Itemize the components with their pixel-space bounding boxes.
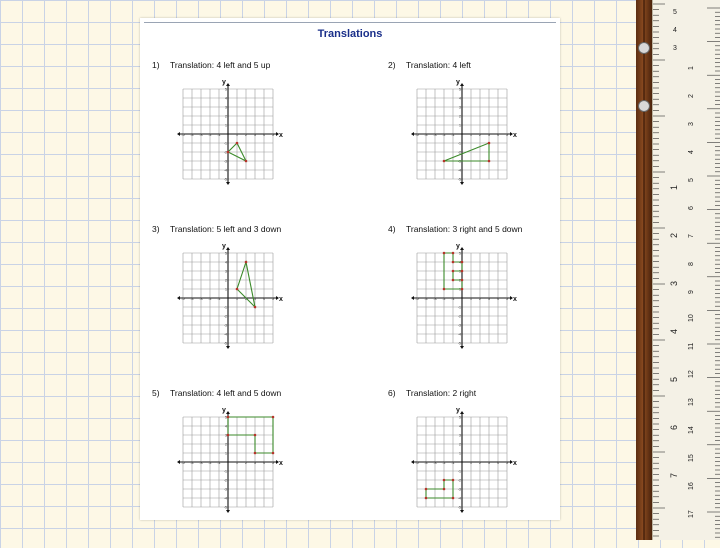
- x-tick-label: 5: [272, 133, 274, 137]
- vertex-point: [425, 497, 428, 500]
- x-tick-label: -4: [190, 297, 194, 301]
- vertex-point: [443, 252, 446, 255]
- y-tick-label: 5: [459, 251, 461, 256]
- problem-text: Translation: 3 right and 5 down: [406, 224, 523, 234]
- x-tick-label: 4: [263, 297, 265, 301]
- wooden-frame: [636, 0, 652, 540]
- vertex-point: [443, 488, 446, 491]
- x-arrow-icon: [177, 296, 180, 300]
- x-tick-label: 5: [506, 297, 508, 301]
- y-tick-label: 2: [225, 114, 227, 119]
- problem-2: [388, 60, 578, 220]
- vertex-point: [245, 261, 248, 264]
- y-tick-label: -1: [223, 469, 227, 474]
- problem-1: [152, 60, 342, 220]
- y-axis-label: y: [222, 79, 226, 86]
- y-tick-label: -3: [457, 323, 461, 328]
- y-tick-label: 3: [225, 433, 227, 438]
- y-tick-label: 2: [459, 442, 461, 447]
- y-arrow-icon: [460, 247, 464, 250]
- ruler-number: 12: [688, 370, 695, 378]
- ruler-number: 5: [669, 376, 679, 382]
- problem-number: 5): [152, 388, 160, 398]
- ruler-number: 11: [688, 342, 695, 350]
- coordinate-grid: [170, 78, 290, 198]
- x-tick-label: 2: [479, 461, 481, 465]
- ruler-markings: [653, 0, 720, 540]
- y-tick-label: -5: [223, 177, 227, 182]
- y-tick-label: 3: [459, 433, 461, 438]
- x-tick-label: -5: [181, 461, 185, 465]
- coordinate-grid: [404, 242, 524, 362]
- y-arrow-icon: [460, 411, 464, 414]
- vertex-point: [272, 452, 275, 455]
- x-tick-label: 3: [254, 461, 256, 465]
- vertex-point: [461, 279, 464, 282]
- y-tick-label: -3: [457, 159, 461, 164]
- y-axis-label: y: [456, 243, 460, 250]
- y-tick-label: -4: [223, 168, 227, 173]
- y-tick-label: 2: [459, 114, 461, 119]
- y-tick-label: 1: [225, 287, 227, 292]
- ruler-number: 7: [669, 472, 679, 478]
- ruler-face: [652, 0, 720, 540]
- x-tick-label: 3: [488, 461, 490, 465]
- x-tick-label: -4: [190, 461, 194, 465]
- ruler-number: 6: [688, 206, 695, 210]
- ruler-number: 2: [688, 94, 695, 98]
- x-tick-label: 3: [254, 297, 256, 301]
- x-tick-label: 1: [236, 297, 238, 301]
- y-tick-label: 2: [225, 442, 227, 447]
- x-tick-label: 5: [506, 461, 508, 465]
- y-tick-label: 4: [225, 96, 227, 101]
- y-tick-label: -2: [223, 150, 227, 155]
- x-tick-label: 4: [497, 133, 499, 137]
- vertex-point: [227, 434, 230, 437]
- problem-label: [388, 60, 471, 70]
- y-axis-label: y: [456, 79, 460, 86]
- y-tick-label: 5: [459, 87, 461, 92]
- x-tick-label: 5: [272, 461, 274, 465]
- ruler-number: 16: [688, 482, 695, 490]
- y-tick-label: -5: [223, 341, 227, 346]
- vertex-point: [461, 288, 464, 291]
- y-tick-label: -1: [457, 305, 461, 310]
- y-arrow-icon: [226, 83, 230, 86]
- worksheet-title: Translations: [317, 28, 383, 40]
- problem-number: 3): [152, 224, 160, 234]
- ruler-number: 15: [688, 454, 695, 462]
- x-tick-label: 1: [470, 461, 472, 465]
- y-tick-label: 3: [459, 105, 461, 110]
- vertex-point: [254, 434, 257, 437]
- x-tick-label: 3: [488, 297, 490, 301]
- x-tick-label: -3: [433, 461, 437, 465]
- y-tick-label: 5: [225, 415, 227, 420]
- problem-text: Translation: 4 left and 5 down: [170, 388, 282, 398]
- ruler-number: 4: [669, 328, 679, 334]
- problem-number: 6): [388, 388, 396, 398]
- problem-text: Translation: 5 left and 3 down: [170, 224, 282, 234]
- ruler-number: 1: [669, 184, 679, 190]
- vertex-point: [461, 261, 464, 264]
- y-tick-label: 2: [225, 278, 227, 283]
- vertex-point: [452, 261, 455, 264]
- y-tick-label: -1: [457, 141, 461, 146]
- x-tick-label: -2: [208, 297, 212, 301]
- y-axis-label: y: [456, 407, 460, 414]
- x-tick-label: -1: [217, 461, 221, 465]
- problem-label: [152, 388, 281, 398]
- x-tick-label: -3: [199, 133, 203, 137]
- ruler-number: 3: [669, 280, 679, 286]
- y-tick-label: 4: [459, 424, 461, 429]
- vertex-point: [488, 160, 491, 163]
- problem-5: [152, 388, 342, 548]
- y-tick-label: -5: [457, 341, 461, 346]
- top-rule: [144, 22, 556, 23]
- x-tick-label: -5: [415, 297, 419, 301]
- y-arrow-icon: [460, 346, 464, 349]
- x-tick-label: 1: [470, 133, 472, 137]
- x-tick-label: 2: [245, 297, 247, 301]
- vertex-point: [452, 270, 455, 273]
- x-tick-label: -1: [451, 297, 455, 301]
- vertex-point: [425, 488, 428, 491]
- ruler: [636, 0, 720, 540]
- y-arrow-icon: [226, 182, 230, 185]
- vertex-point: [245, 160, 248, 163]
- x-tick-label: -1: [451, 133, 455, 137]
- x-arrow-icon: [177, 460, 180, 464]
- x-axis-label: x: [279, 132, 283, 139]
- vertex-point: [227, 416, 230, 419]
- problem-label: [152, 224, 281, 234]
- x-tick-label: 2: [479, 297, 481, 301]
- problem-label: [388, 388, 476, 398]
- problem-text: Translation: 2 right: [406, 388, 477, 398]
- y-arrow-icon: [460, 83, 464, 86]
- x-tick-label: 5: [272, 297, 274, 301]
- ruler-number: 10: [688, 314, 695, 322]
- worksheet-page: [140, 18, 560, 520]
- ruler-number: 4: [688, 150, 695, 154]
- x-tick-label: -5: [415, 461, 419, 465]
- x-tick-label: -5: [181, 133, 185, 137]
- y-tick-label: 1: [459, 287, 461, 292]
- y-arrow-icon: [226, 411, 230, 414]
- ruler-number: 17: [688, 510, 695, 518]
- y-tick-label: 5: [459, 415, 461, 420]
- screw-icon: [638, 100, 650, 112]
- y-tick-label: 1: [225, 123, 227, 128]
- y-tick-label: 3: [459, 269, 461, 274]
- y-tick-label: 1: [459, 451, 461, 456]
- y-arrow-icon: [226, 346, 230, 349]
- y-tick-label: -2: [457, 150, 461, 155]
- x-tick-label: -4: [190, 133, 194, 137]
- y-tick-label: -1: [223, 305, 227, 310]
- vertex-point: [236, 142, 239, 145]
- y-tick-label: 2: [459, 278, 461, 283]
- coordinate-grid: [404, 78, 524, 198]
- ruler-number: 5: [673, 9, 677, 16]
- vertex-point: [254, 306, 257, 309]
- y-tick-label: -2: [223, 314, 227, 319]
- vertex-point: [227, 151, 230, 154]
- x-tick-label: 4: [263, 133, 265, 137]
- y-tick-label: 5: [225, 251, 227, 256]
- y-axis-label: y: [222, 407, 226, 414]
- x-tick-label: 1: [470, 297, 472, 301]
- ruler-number: 3: [673, 45, 677, 52]
- y-tick-label: -4: [457, 168, 461, 173]
- y-arrow-icon: [460, 182, 464, 185]
- ruler-number: 8: [688, 262, 695, 266]
- vertex-point: [443, 288, 446, 291]
- x-axis-label: x: [279, 296, 283, 303]
- y-tick-label: 5: [225, 87, 227, 92]
- vertex-point: [461, 270, 464, 273]
- problem-label: [152, 60, 270, 70]
- y-tick-label: 1: [459, 123, 461, 128]
- problem-3: [152, 224, 342, 384]
- y-tick-label: -2: [457, 478, 461, 483]
- vertex-point: [272, 416, 275, 419]
- x-tick-label: -4: [424, 133, 428, 137]
- y-axis-label: y: [222, 243, 226, 250]
- y-tick-label: -3: [457, 487, 461, 492]
- y-tick-label: -3: [223, 323, 227, 328]
- wood-grain: [643, 0, 645, 540]
- coordinate-grid: [170, 406, 290, 526]
- ruler-number: 13: [688, 398, 695, 406]
- y-arrow-icon: [226, 247, 230, 250]
- x-tick-label: -5: [415, 133, 419, 137]
- y-tick-label: 4: [459, 96, 461, 101]
- y-arrow-icon: [226, 510, 230, 513]
- coordinate-grid: [404, 406, 524, 526]
- y-tick-label: 1: [225, 451, 227, 456]
- x-tick-label: 1: [236, 133, 238, 137]
- x-arrow-icon: [411, 460, 414, 464]
- x-tick-label: 1: [236, 461, 238, 465]
- y-tick-label: -4: [457, 332, 461, 337]
- x-tick-label: 4: [497, 297, 499, 301]
- vertex-point: [452, 479, 455, 482]
- problem-text: Translation: 4 left: [406, 60, 471, 70]
- x-tick-label: 2: [245, 461, 247, 465]
- x-tick-label: 5: [506, 133, 508, 137]
- y-tick-label: -3: [223, 487, 227, 492]
- x-tick-label: 2: [479, 133, 481, 137]
- x-tick-label: 3: [488, 133, 490, 137]
- y-tick-label: -5: [223, 505, 227, 510]
- vertex-point: [452, 279, 455, 282]
- problem-number: 4): [388, 224, 396, 234]
- y-tick-label: 3: [225, 105, 227, 110]
- x-arrow-icon: [411, 296, 414, 300]
- vertex-point: [236, 288, 239, 291]
- ruler-number: 3: [688, 122, 695, 126]
- ruler-number: 1: [688, 66, 695, 70]
- x-tick-label: 4: [263, 461, 265, 465]
- x-arrow-icon: [411, 132, 414, 136]
- y-tick-label: -4: [223, 332, 227, 337]
- x-tick-label: -2: [442, 133, 446, 137]
- y-tick-label: 4: [225, 424, 227, 429]
- x-tick-label: -1: [217, 133, 221, 137]
- problem-text: Translation: 4 left and 5 up: [170, 60, 271, 70]
- y-tick-label: -5: [457, 177, 461, 182]
- x-tick-label: -2: [208, 461, 212, 465]
- y-tick-label: -5: [457, 505, 461, 510]
- x-tick-label: -4: [424, 297, 428, 301]
- vertex-point: [443, 479, 446, 482]
- x-tick-label: -1: [217, 297, 221, 301]
- x-tick-label: 3: [254, 133, 256, 137]
- x-tick-label: 2: [245, 133, 247, 137]
- y-tick-label: -4: [457, 496, 461, 501]
- problem-4: [388, 224, 578, 384]
- ruler-number: 7: [688, 234, 695, 238]
- x-tick-label: -3: [199, 461, 203, 465]
- y-tick-label: -1: [223, 141, 227, 146]
- problem-label: [388, 224, 522, 234]
- y-tick-label: -3: [223, 159, 227, 164]
- x-tick-label: -5: [181, 297, 185, 301]
- y-arrow-icon: [460, 510, 464, 513]
- ruler-number: 2: [669, 232, 679, 238]
- x-tick-label: -1: [451, 461, 455, 465]
- vertex-point: [488, 142, 491, 145]
- x-tick-label: -3: [433, 297, 437, 301]
- coordinate-grid: [170, 242, 290, 362]
- problem-number: 2): [388, 60, 396, 70]
- y-tick-label: -2: [457, 314, 461, 319]
- y-tick-label: 3: [225, 269, 227, 274]
- x-axis-label: x: [513, 132, 517, 139]
- x-axis-label: x: [513, 460, 517, 467]
- screw-icon: [638, 42, 650, 54]
- x-tick-label: -2: [442, 297, 446, 301]
- x-tick-label: -2: [442, 461, 446, 465]
- x-axis-label: x: [513, 296, 517, 303]
- y-tick-label: -4: [223, 496, 227, 501]
- x-tick-label: -3: [199, 297, 203, 301]
- problem-number: 1): [152, 60, 160, 70]
- x-tick-label: -2: [208, 133, 212, 137]
- x-arrow-icon: [177, 132, 180, 136]
- vertex-point: [254, 452, 257, 455]
- x-tick-label: -3: [433, 133, 437, 137]
- vertex-point: [452, 252, 455, 255]
- vertex-point: [443, 160, 446, 163]
- x-axis-label: x: [279, 460, 283, 467]
- y-tick-label: 4: [225, 260, 227, 265]
- y-tick-label: -2: [223, 478, 227, 483]
- y-tick-label: 4: [459, 260, 461, 265]
- x-tick-label: 4: [497, 461, 499, 465]
- problem-6: [388, 388, 578, 548]
- ruler-number: 14: [688, 426, 695, 434]
- ruler-number: 5: [688, 178, 695, 182]
- y-tick-label: -1: [457, 469, 461, 474]
- ruler-number: 6: [669, 424, 679, 430]
- x-tick-label: -4: [424, 461, 428, 465]
- ruler-number: 9: [688, 290, 695, 294]
- ruler-number: 4: [673, 27, 677, 34]
- vertex-point: [452, 497, 455, 500]
